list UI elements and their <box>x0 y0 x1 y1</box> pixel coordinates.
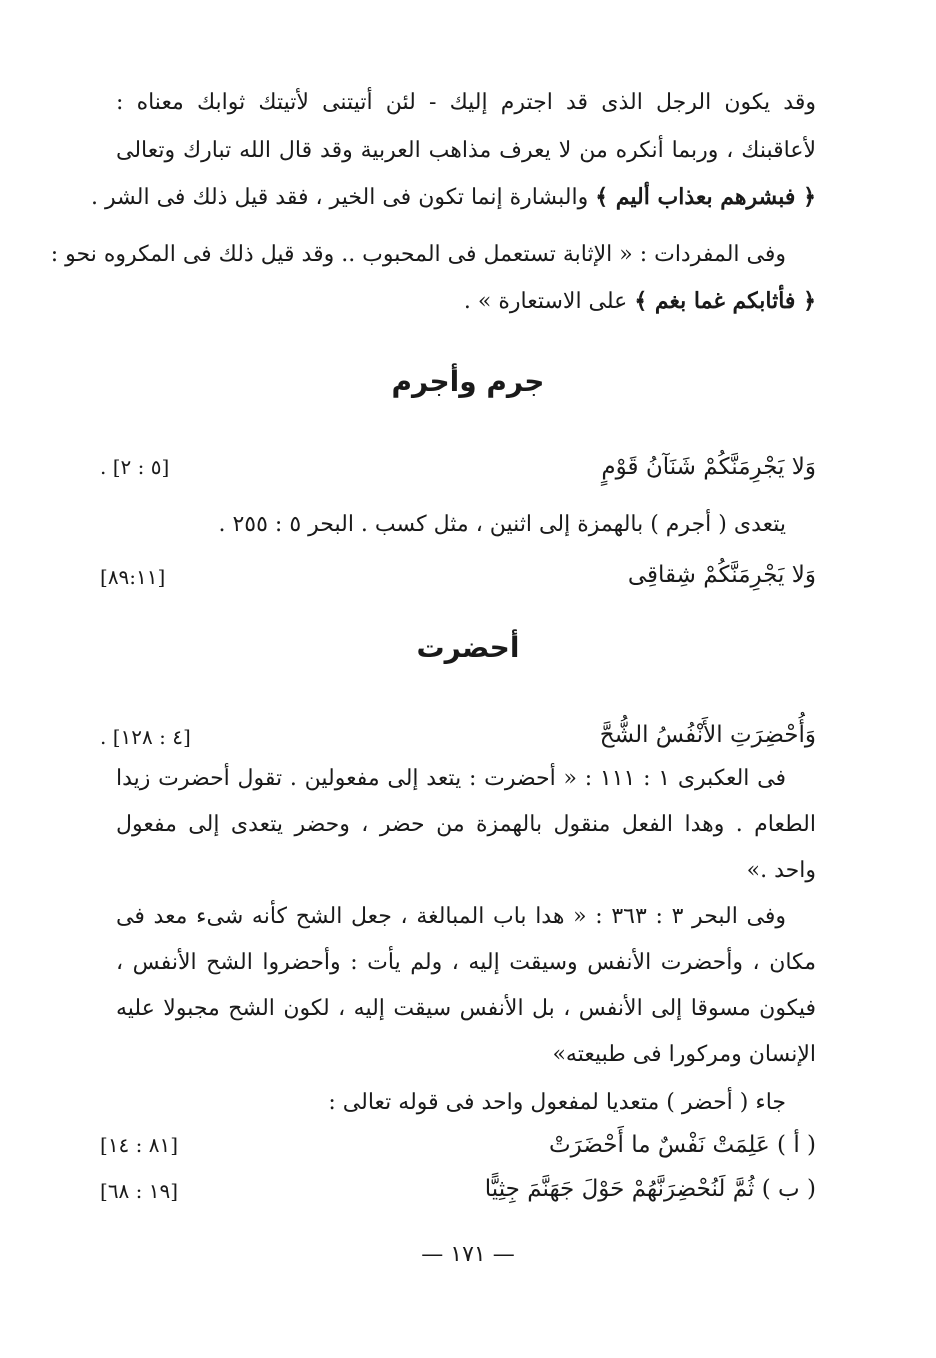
verse-reference: [١٩ : ٦٨] <box>100 1179 179 1203</box>
verse-reference: . [٥ : ٢] <box>100 455 170 479</box>
paragraph-line: وفى البحر ٣ : ٣٦٣ : « هدا باب المبالغة ، جعل الشح كأنه شىء معد فى <box>116 904 787 929</box>
paragraph-line: واحد .» <box>746 858 816 883</box>
section-heading-jarama: جرم وأجرم <box>391 365 545 398</box>
quran-quote: ﴿ فأثابكم غما بغم ﴾ <box>634 288 816 314</box>
intro-line-2: لأعاقبنك ، وربما أنكره من لا يعرف مذاهب العربية وقد قال الله تبارك وتعالى <box>116 138 816 163</box>
page-number: — ١٧١ — <box>421 1242 515 1267</box>
list-item-a: ( أ ) عَلِمَتْ نَفْسٌ ما أَحْضَرَتْ <box>548 1132 816 1158</box>
paragraph-line: الطعام . وهدا الفعل منقول بالهمزة من حضر ، وحضر يتعدى إلى مفعول <box>116 812 816 837</box>
paragraph-line: الإنسان ومركورا فى طبيعته» <box>552 1042 816 1067</box>
quran-verse: وَلا يَجْرِمَنَّكُمْ شَنَآنُ قَوْمٍ <box>601 454 816 480</box>
intro-text: على الاستعارة » . <box>463 289 628 314</box>
intro-line-1: وقد يكون الرجل الذى قد اجترم إليك - لئن أتيتنى لأتيتك ثوابك معناه : <box>116 90 816 115</box>
intro-line-3 <box>91 182 816 213</box>
verse-reference: [٨١ : ١٤] <box>100 1133 179 1157</box>
paragraph-line: مكان ، وأحضرت الأنفس وسيقت إليه ، ولم يأت : وأحضروا الشح الأنفس ، <box>116 950 816 975</box>
paragraph-line: فيكون مسوقا إلى الأنفس ، بل الأنفس سيقت إليه ، لكون الشح مجبولا عليه <box>116 996 816 1021</box>
intro-line-4: وفى المفردات : « الإثابة تستعمل فى المحبوب .. وقد قيل ذلك فى المكروه نحو : <box>50 242 786 267</box>
section-heading-ahdarat: أحضرت <box>416 631 520 664</box>
paragraph-line: جاء ( أحضر ) متعديا لمفعول واحد فى قوله تعالى : <box>328 1090 786 1115</box>
intro-line-5 <box>116 286 816 317</box>
intro-text: والبشارة إنما تكون فى الخير ، فقد قيل ذلك فى الشر . <box>91 185 589 210</box>
section1-text: يتعدى ( أجرم ) بالهمزة إلى اثنين ، مثل كسب . البحر ٥ : ٢٥٥ . <box>218 512 786 537</box>
verse-reference: . [٤ : ١٢٨] <box>100 725 191 749</box>
quran-quote: ﴿ فبشرهم بعذاب أليم ﴾ <box>595 184 816 210</box>
verse-reference: [٨٩:١١] <box>100 565 166 589</box>
paragraph-line: فى العكبرى ١ : ١١١ : « أحضرت : يتعد إلى مفعولين . تقول أحضرت زيدا <box>116 766 787 791</box>
quran-verse: وَأُحْضِرَتِ الأَنْفُسُ الشُّحَّ <box>599 722 816 748</box>
quran-verse: وَلا يَجْرِمَنَّكُمْ شِقاقِى <box>627 562 816 588</box>
list-item-b: ( ب ) ثُمَّ لَنُحْضِرَنَّهُمْ حَوْلَ جَهَنَّمَ جِثِيًّا <box>484 1176 816 1202</box>
